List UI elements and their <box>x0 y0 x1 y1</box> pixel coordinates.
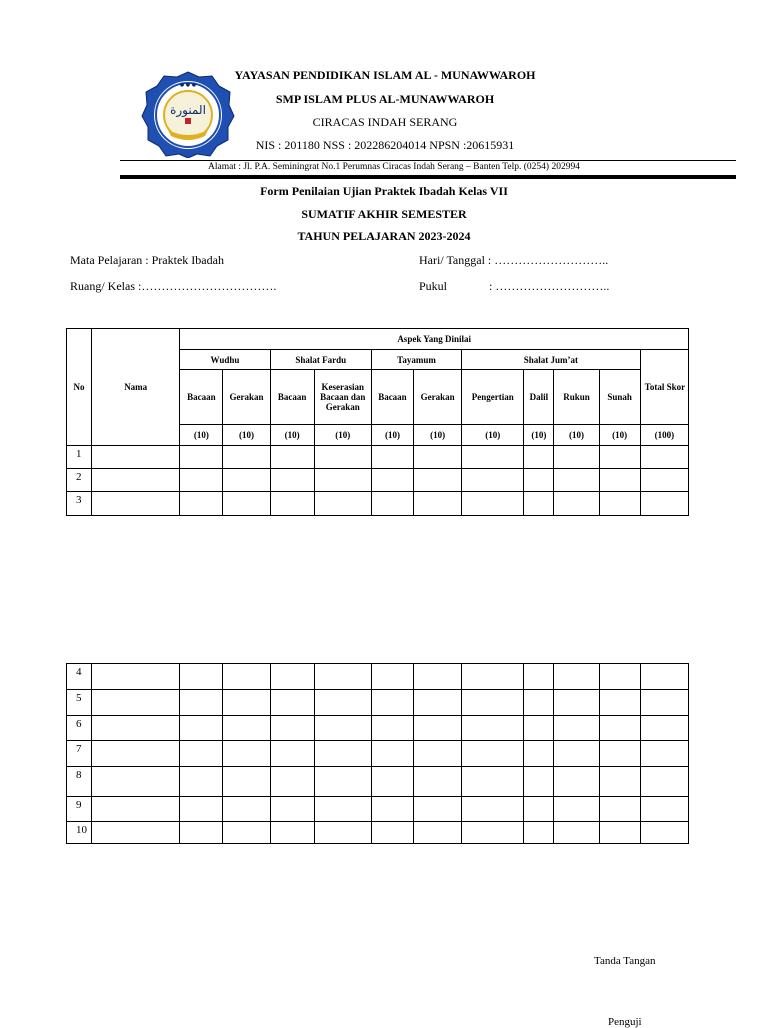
row-number: 5 <box>67 690 92 716</box>
score-cell[interactable] <box>371 741 413 767</box>
score-cell[interactable] <box>180 741 223 767</box>
score-rows <box>67 664 689 844</box>
time-label: Pukul <box>419 279 448 293</box>
score-cell[interactable] <box>640 446 688 469</box>
student-name-cell[interactable] <box>92 469 180 492</box>
score-cell[interactable] <box>180 797 223 822</box>
score-cell[interactable] <box>180 446 223 469</box>
row-number: 8 <box>67 767 92 797</box>
score-cell[interactable] <box>223 469 270 492</box>
score-cell[interactable] <box>414 741 462 767</box>
max-score: (10) <box>371 425 413 446</box>
score-cell[interactable] <box>640 741 688 767</box>
score-cell[interactable] <box>314 767 371 797</box>
row-number: 3 <box>67 492 92 516</box>
score-cell[interactable] <box>223 690 270 716</box>
max-score: (10) <box>524 425 554 446</box>
school-location: CIRACAS INDAH SERANG <box>312 115 458 129</box>
score-cell[interactable] <box>180 690 223 716</box>
score-cell[interactable] <box>314 446 371 469</box>
table-row <box>67 741 689 767</box>
score-cell[interactable] <box>180 716 223 741</box>
score-cell[interactable] <box>414 690 462 716</box>
score-cell[interactable] <box>223 716 270 741</box>
score-cell[interactable] <box>223 797 270 822</box>
row-number: 9 <box>67 797 92 822</box>
table-row <box>67 716 689 741</box>
student-name-cell[interactable] <box>92 767 180 797</box>
score-cell[interactable] <box>599 446 640 469</box>
max-score: (10) <box>180 425 223 446</box>
header-divider-thick <box>120 175 736 179</box>
score-cell[interactable] <box>223 822 270 844</box>
max-score: (10) <box>554 425 599 446</box>
score-rows <box>67 446 689 516</box>
sub-bacaan: Bacaan <box>270 370 314 425</box>
student-name-cell[interactable] <box>92 716 180 741</box>
group-tayamum: Tayamum <box>371 350 461 370</box>
sub-sunah: Sunah <box>599 370 640 425</box>
row-number: 7 <box>67 741 92 767</box>
max-score: (10) <box>314 425 371 446</box>
header-aspect: Aspek Yang Dinilai <box>180 329 689 350</box>
academic-year: TAHUN PELAJARAN 2023-2024 <box>297 229 471 243</box>
max-score: (10) <box>270 425 314 446</box>
score-cell[interactable] <box>270 741 314 767</box>
score-cell[interactable] <box>599 492 640 516</box>
score-cell[interactable] <box>314 492 371 516</box>
score-cell[interactable] <box>270 767 314 797</box>
score-cell[interactable] <box>223 741 270 767</box>
score-cell[interactable] <box>270 716 314 741</box>
score-cell[interactable] <box>462 767 524 797</box>
score-cell[interactable] <box>462 446 524 469</box>
score-cell[interactable] <box>414 446 462 469</box>
score-cell[interactable] <box>462 716 524 741</box>
score-table <box>66 328 689 516</box>
form-subtitle: SUMATIF AKHIR SEMESTER <box>301 207 467 221</box>
date-field[interactable]: Hari/ Tanggal : ……………………….. <box>419 253 609 267</box>
row-number: 6 <box>67 716 92 741</box>
score-cell[interactable] <box>554 767 599 797</box>
header-total: Total Skor <box>640 350 688 425</box>
score-cell[interactable] <box>462 797 524 822</box>
score-cell[interactable] <box>371 716 413 741</box>
sub-rukun: Rukun <box>554 370 599 425</box>
score-cell[interactable] <box>414 492 462 516</box>
score-cell[interactable] <box>314 741 371 767</box>
table-row <box>67 492 689 516</box>
score-cell[interactable] <box>640 469 688 492</box>
svg-text:● ● ●: ● ● ● <box>179 82 197 88</box>
score-cell[interactable] <box>524 469 554 492</box>
max-score: (10) <box>223 425 270 446</box>
score-cell[interactable] <box>223 446 270 469</box>
score-cell[interactable] <box>524 492 554 516</box>
max-score: (10) <box>599 425 640 446</box>
room-class-field[interactable]: Ruang/ Kelas :……………………………. <box>70 279 277 293</box>
examiner-label: Penguji <box>608 1016 642 1028</box>
score-cell[interactable] <box>270 797 314 822</box>
score-cell[interactable] <box>270 690 314 716</box>
score-cell[interactable] <box>554 690 599 716</box>
student-name-cell[interactable] <box>92 492 180 516</box>
score-cell[interactable] <box>640 664 688 690</box>
score-cell[interactable] <box>554 469 599 492</box>
student-name-cell[interactable] <box>92 741 180 767</box>
group-wudhu: Wudhu <box>180 350 270 370</box>
score-cell[interactable] <box>270 469 314 492</box>
score-cell[interactable] <box>314 690 371 716</box>
sub-pengertian: Pengertian <box>462 370 524 425</box>
score-cell[interactable] <box>599 469 640 492</box>
score-cell[interactable] <box>640 767 688 797</box>
score-cell[interactable] <box>640 492 688 516</box>
score-cell[interactable] <box>371 822 413 844</box>
score-cell[interactable] <box>640 822 688 844</box>
score-cell[interactable] <box>599 797 640 822</box>
score-cell[interactable] <box>599 664 640 690</box>
score-cell[interactable] <box>270 492 314 516</box>
score-cell[interactable] <box>414 469 462 492</box>
score-cell[interactable] <box>270 822 314 844</box>
score-cell[interactable] <box>414 716 462 741</box>
score-cell[interactable] <box>462 741 524 767</box>
header-no: No <box>67 329 92 446</box>
score-table-continued <box>66 663 689 844</box>
score-cell[interactable] <box>524 446 554 469</box>
table-row <box>67 822 689 844</box>
score-cell[interactable] <box>371 492 413 516</box>
sub-keserasian: Keserasian Bacaan dan Gerakan <box>314 370 371 425</box>
score-cell[interactable] <box>314 797 371 822</box>
score-cell[interactable] <box>524 716 554 741</box>
score-cell[interactable] <box>180 664 223 690</box>
score-cell[interactable] <box>314 664 371 690</box>
max-score: (10) <box>414 425 462 446</box>
table-row <box>67 767 689 797</box>
row-number: 4 <box>67 664 92 690</box>
score-cell[interactable] <box>371 690 413 716</box>
score-cell[interactable] <box>462 469 524 492</box>
score-cell[interactable] <box>599 822 640 844</box>
score-cell[interactable] <box>414 822 462 844</box>
form-title: Form Penilaian Ujian Praktek Ibadah Kelas VII <box>260 184 508 198</box>
subject-field: Mata Pelajaran : Praktek Ibadah <box>70 253 224 267</box>
score-cell[interactable] <box>180 822 223 844</box>
score-cell[interactable] <box>640 797 688 822</box>
score-cell[interactable] <box>180 492 223 516</box>
max-score-total: (100) <box>640 425 688 446</box>
score-cell[interactable] <box>462 822 524 844</box>
score-cell[interactable] <box>640 690 688 716</box>
score-cell[interactable] <box>414 767 462 797</box>
max-score: (10) <box>462 425 524 446</box>
score-cell[interactable] <box>371 469 413 492</box>
group-shalat-jumat: Shalat Jum’at <box>462 350 641 370</box>
student-name-cell[interactable] <box>92 664 180 690</box>
score-cell[interactable] <box>180 469 223 492</box>
student-name-cell[interactable] <box>92 797 180 822</box>
score-cell[interactable] <box>524 690 554 716</box>
score-cell[interactable] <box>554 797 599 822</box>
score-cell[interactable] <box>270 446 314 469</box>
table-row <box>67 690 689 716</box>
score-cell[interactable] <box>371 797 413 822</box>
score-cell[interactable] <box>223 492 270 516</box>
score-cell[interactable] <box>314 822 371 844</box>
score-cell[interactable] <box>414 664 462 690</box>
score-cell[interactable] <box>599 690 640 716</box>
score-cell[interactable] <box>180 767 223 797</box>
score-cell[interactable] <box>524 822 554 844</box>
sub-bacaan: Bacaan <box>180 370 223 425</box>
table-row <box>67 446 689 469</box>
school-ids: NIS : 201180 NSS : 202286204014 NPSN :20615931 <box>255 138 515 152</box>
score-cell[interactable] <box>371 664 413 690</box>
score-cell[interactable] <box>524 797 554 822</box>
time-field[interactable]: : ……………………….. <box>489 279 610 293</box>
score-cell[interactable] <box>524 767 554 797</box>
score-cell[interactable] <box>223 664 270 690</box>
header-name: Nama <box>92 329 180 446</box>
student-name-cell[interactable] <box>92 822 180 844</box>
score-cell[interactable] <box>640 716 688 741</box>
sub-gerakan: Gerakan <box>223 370 270 425</box>
table-row <box>67 664 689 690</box>
school-address: Alamat : Jl. P.A. Seminingrat No.1 Perumnas Ciracas Indah Serang – Banten Telp. (0254) 202994 <box>208 162 580 172</box>
signature-label: Tanda Tangan <box>594 955 656 967</box>
score-cell[interactable] <box>414 797 462 822</box>
score-cell[interactable] <box>270 664 314 690</box>
score-cell[interactable] <box>462 664 524 690</box>
score-cell[interactable] <box>223 767 270 797</box>
sub-gerakan: Gerakan <box>414 370 462 425</box>
score-cell[interactable] <box>314 716 371 741</box>
table-row <box>67 797 689 822</box>
table-row <box>67 469 689 492</box>
score-cell[interactable] <box>554 492 599 516</box>
score-cell[interactable] <box>371 767 413 797</box>
score-cell[interactable] <box>524 741 554 767</box>
score-cell[interactable] <box>314 469 371 492</box>
sub-dalil: Dalil <box>524 370 554 425</box>
group-shalat-fardu: Shalat Fardu <box>270 350 371 370</box>
score-cell[interactable] <box>554 716 599 741</box>
row-number: 2 <box>67 469 92 492</box>
score-cell[interactable] <box>524 664 554 690</box>
score-cell[interactable] <box>599 767 640 797</box>
score-cell[interactable] <box>599 741 640 767</box>
score-cell[interactable] <box>599 716 640 741</box>
student-name-cell[interactable] <box>92 690 180 716</box>
score-cell[interactable] <box>554 741 599 767</box>
row-number: 10 <box>67 822 92 844</box>
score-cell[interactable] <box>554 822 599 844</box>
school-logo <box>141 70 235 158</box>
svg-text:المنورة: المنورة <box>170 103 206 117</box>
sub-bacaan: Bacaan <box>371 370 413 425</box>
row-number: 1 <box>67 446 92 469</box>
score-cell[interactable] <box>371 446 413 469</box>
score-cell[interactable] <box>462 492 524 516</box>
foundation-name: YAYASAN PENDIDIKAN ISLAM AL - MUNAWWAROH <box>234 68 536 82</box>
student-name-cell[interactable] <box>92 446 180 469</box>
school-name: SMP ISLAM PLUS AL-MUNAWWAROH <box>275 92 495 106</box>
score-cell[interactable] <box>554 664 599 690</box>
header-divider-thin <box>120 160 736 161</box>
score-cell[interactable] <box>462 690 524 716</box>
score-cell[interactable] <box>554 446 599 469</box>
